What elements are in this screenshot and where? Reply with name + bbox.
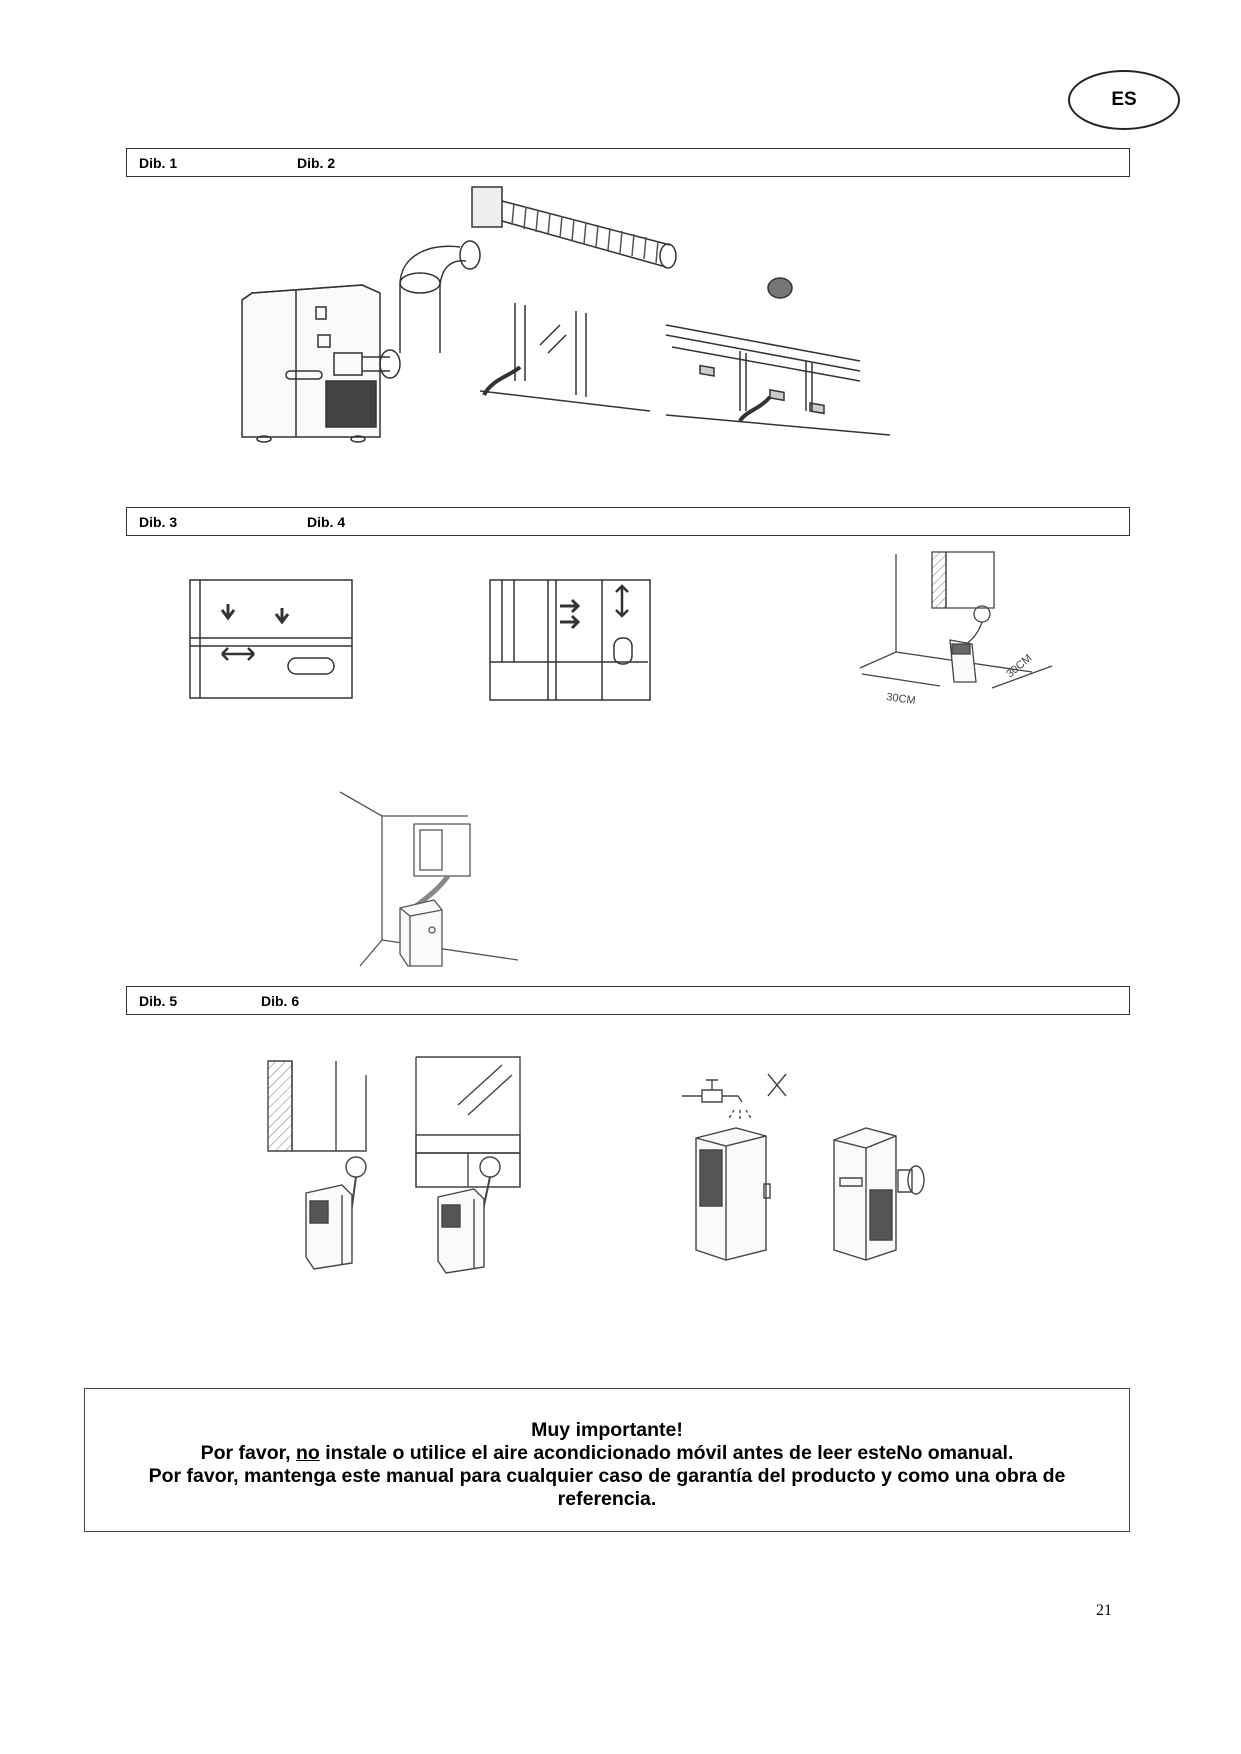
notice-line-1: Por favor, no instale o utilice el aire acondicionado móvil antes de leer esteNo omanual. — [200, 1442, 1014, 1464]
dib-5-illustration — [262, 1055, 532, 1285]
page-number: 21 — [1096, 1602, 1112, 1619]
caption-dib-1: Dib. 1 — [139, 155, 178, 171]
dib-4-room-illustration — [338, 790, 528, 970]
caption-bar-dib-3-4 — [126, 507, 1130, 536]
notice-underlined-no: no — [296, 1442, 320, 1464]
notice-title: Muy importante! — [531, 1419, 683, 1441]
notice-line-2: Por favor, mantenga este manual para cualquier caso de garantía del producto y como una obra de referencia. — [148, 1465, 1066, 1510]
caption-bar-dib-1-2 — [126, 148, 1130, 177]
dib-3-illustration-b — [488, 578, 652, 702]
dib-6-illustration — [676, 1060, 936, 1270]
language-badge: ES — [1068, 70, 1180, 130]
caption-dib-3: Dib. 3 — [139, 514, 178, 530]
caption-bar-dib-5-6 — [126, 986, 1130, 1015]
dib-3-illustration-a — [188, 578, 354, 700]
dib-2-illustration — [470, 185, 910, 455]
caption-dib-6: Dib. 6 — [261, 993, 300, 1009]
dim-label-left: 30CM — [885, 691, 917, 708]
caption-dib-2: Dib. 2 — [297, 155, 336, 171]
caption-dib-4: Dib. 4 — [307, 514, 346, 530]
dib-4-illustration — [842, 548, 1072, 718]
caption-dib-5: Dib. 5 — [139, 993, 178, 1009]
important-notice — [84, 1388, 1130, 1532]
dim-label-right: 30CM — [1004, 652, 1035, 681]
